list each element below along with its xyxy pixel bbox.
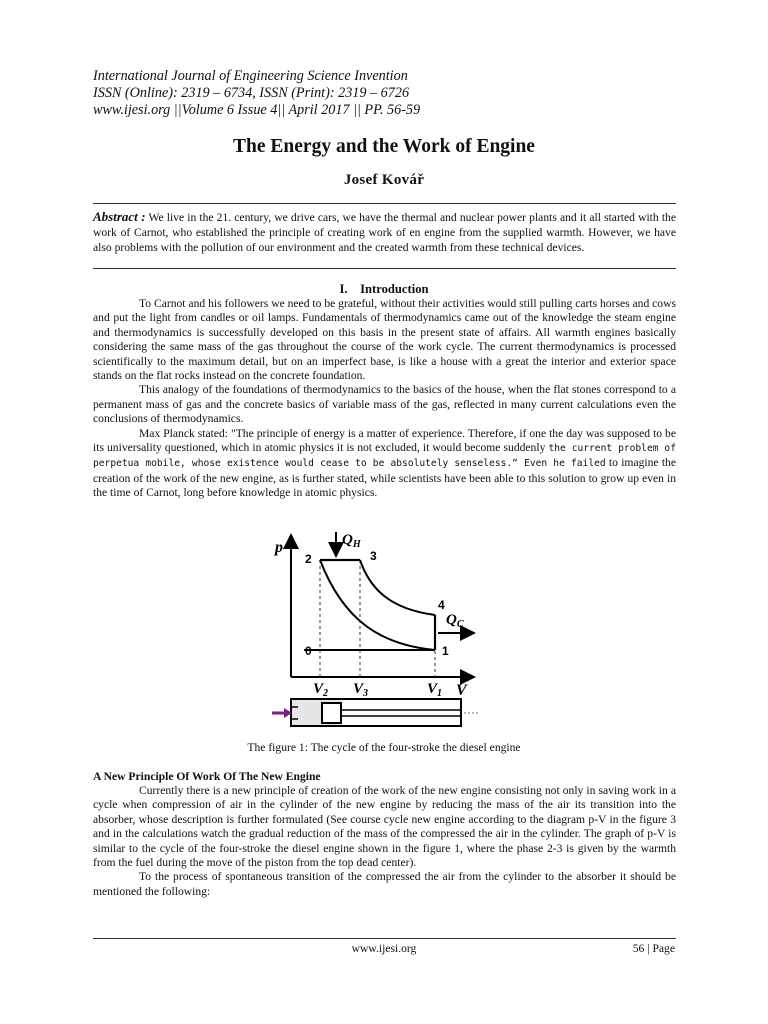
intro-paragraph-2: This analogy of the foundations of thermodynamics to the basics of the house, when the flat stones correspond to a permanent mass of gas and the concrete basics of variable mass of the gas, reflected in many current calculations even the conclusions of thermodynamics. xyxy=(93,383,676,426)
footer-page-number: 56 | Page xyxy=(632,942,675,955)
process-3-4 xyxy=(360,560,435,615)
v2-label: $V_2$ xyxy=(313,681,329,699)
abstract xyxy=(93,209,676,255)
figure-caption: The figure 1: The cycle of the four-stroke the diesel engine xyxy=(247,741,521,754)
paper-author: Josef Kovář xyxy=(343,172,425,188)
intro-text xyxy=(93,297,676,501)
intro-paragraph-1: To Carnot and his followers we need to be grateful, without their activities would still pulling carts horses and cows and put the light from candles or oil lamps. Fundamentals of thermodynamics came out of the knowledge the steam engine and thermodynamics is successfully developed on this basis in the present state of affairs. All warmth engines basically considering the same mass of the gas throughout the course of the work cycle. The current thermodynamics is processed scientifically to the maximum detail, but on an imperfect base, is like a house with a great the interior and exterior space stands on the flat rocks instead on the concrete foundation. xyxy=(93,297,676,383)
abstract-bottom-rule xyxy=(93,268,676,269)
axis-p-label: p xyxy=(275,539,283,556)
new-principle-paragraph-2: To the process of spontaneous transition of the compressed the air from the cylinder to the absorber it should be mentioned the following: xyxy=(93,870,676,898)
abstract-text: We live in the 21. century, we drive cars, we have the thermal and nuclear power plants and it all started with the work of Carnot, who established the principle of creating work of en engine from the supplied warmth. However, we have also problems with the pollution of our environment and the created warmth from these technical devices. xyxy=(93,211,676,254)
qh-label: $Q_H$ xyxy=(342,532,361,550)
journal-name: International Journal of Engineering Science Invention xyxy=(93,68,408,84)
pv-diagram-figure xyxy=(272,527,488,733)
new-principle-text xyxy=(93,784,676,899)
process-1-2 xyxy=(320,560,435,650)
intro-paragraph-3-start: Max Planck stated: "The principle of energy is a matter of experience. Therefore, if one the day was supposed to be its universality questioned, which in atomic physics it is not excluded, it would become suddenly xyxy=(93,426,676,455)
new-principle-heading: A New Principle Of Work Of The New Engine xyxy=(93,770,321,783)
intro-paragraph-3-quote: the current problem of perpetua mobile, whose existence would cease to be absolutely senseless.“ Even he failed xyxy=(93,443,676,470)
new-principle-paragraph-1: Currently there is a new principle of creation of the work of the new engine consisting not only in saving work in a cycle when compression of air in the cylinder of the new engine by reducing the mass of the air its transition into the absorber, whose description is further formulated (See course cycle new engine according to the diagram p-V in the figure 3 and in the calculations watch the gradual reduction of the mass of the compressed the air in the cylinder. The graph of p-V is similar to the cycle of the four-stroke the diesel engine shown in the figure 1, where the phase 2-3 is given by the warmth from the fuel during the move of the piston from the top dead center). xyxy=(93,784,676,870)
intro-paragraph-3-end: to imagine the creation of the work of the new engine, as is further stated, while scientists have been able to this solution to grow up even in the time of Carnot, long before knowledge in atomic physics. xyxy=(93,456,676,500)
section-number: I. xyxy=(339,282,348,296)
v3-label: $V_3$ xyxy=(353,681,369,699)
v1-label: $V_1$ xyxy=(427,681,443,699)
point-1-label: 1 xyxy=(442,644,449,658)
point-4-label: 4 xyxy=(438,598,445,612)
journal-issn: ISSN (Online): 2319 – 6734, ISSN (Print): 2319 – 6726 xyxy=(93,85,410,101)
section-title: Introduction xyxy=(360,282,429,296)
point-2-label: 2 xyxy=(305,552,312,566)
abstract-label: Abstract : xyxy=(93,209,146,224)
qc-label: $Q_C$ xyxy=(446,612,464,630)
footer-rule xyxy=(93,938,676,939)
paper-title: The Energy and the Work of Engine xyxy=(233,136,535,157)
section-heading xyxy=(0,282,768,297)
intro-paragraph-3 xyxy=(93,427,676,501)
piston xyxy=(322,703,341,723)
axis-v-label: V xyxy=(456,682,467,699)
footer-site: www.ijesi.org xyxy=(351,942,417,955)
journal-issue: www.ijesi.org ||Volume 6 Issue 4|| April 2017 || PP. 56-59 xyxy=(93,102,421,118)
abstract-top-rule xyxy=(93,203,676,204)
point-3-label: 3 xyxy=(370,549,377,563)
point-0-label: 0 xyxy=(305,644,312,658)
